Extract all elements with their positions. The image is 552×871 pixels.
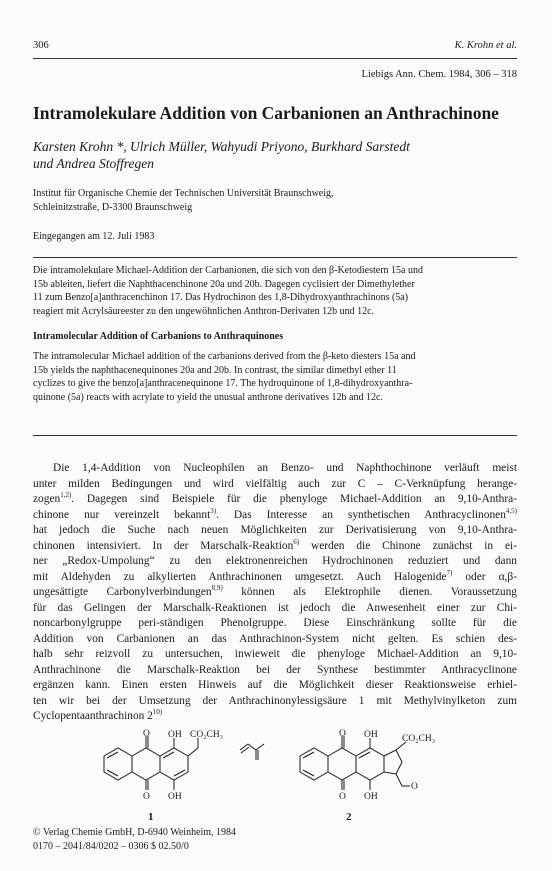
abstract-en-line: The intramolecular Michael addition of the carbanions derived from the β-keto diesters 15a and	[33, 351, 416, 362]
article-code: 0170 – 2041/84/0202 – 0306 $ 02.50/0	[33, 841, 189, 852]
compound-1-label: 1	[148, 811, 154, 823]
body-line: hat jedoch die Suche nach neuen Möglichkeiten zur Derivatisierung von 9,10-Anthra-	[33, 524, 517, 536]
body-line: Die 1,4-Addition von Nucleophilen an Benzo- und Naphthochinone verläuft meist	[53, 462, 517, 474]
compound-1-structure	[104, 736, 198, 790]
citation: 8,9)	[211, 584, 223, 593]
compound-2-label: 2	[346, 811, 352, 823]
body-line: zogen$^{1,2)}$. Dagegen sind Beispiele für die phenyloge Michael-Addition an 9,10-Anthra-	[33, 491, 517, 505]
abstract-de-line: reagiert mit Acrylsäureester zu den ungewöhnlichen Anthron-Derivaten 12b und 12c.	[33, 305, 375, 317]
citation: 7)	[446, 568, 453, 577]
compound-2-structure	[300, 736, 410, 790]
abstract-top-rule	[33, 257, 517, 258]
body-line: chinonen intensiviert. In der Marschalk-Reaktion$^{6)}$ werden die Chinone zunächst in ei-	[33, 537, 517, 552]
body-line: Addition von Carbanionen an das Anthrachinon-System nicht gelten. Es schien des-	[33, 632, 517, 645]
s2-oxo-top: O	[339, 729, 346, 739]
abstract-en-line: cyclizes to give the benzo[a]anthracenequinone 17. The hydroquinone of 1,8-dihydroxyanthra-	[33, 378, 413, 390]
affiliation-line-2: Schleinitzstraße, D-3300 Braunschweig	[33, 202, 193, 213]
s2-hydroxy-bottom: OH	[364, 792, 378, 802]
body-line: noncarbonylgruppe peri-ständigen Phenolgruppe. Diese Einschränkung sollte für die	[33, 617, 517, 629]
body-line: mit Aldehyden zu alkylierten Anthrachinonen umgesetzt. Auch Halogenide$^{7)}$ oder α,β-	[33, 568, 517, 583]
body-line: Cyclopentaanthrachinon 2$^{10)}$	[33, 708, 163, 722]
s1-oxo-bottom: O	[143, 792, 150, 802]
s1-hydroxy: OH	[168, 730, 182, 740]
abstract-english	[33, 350, 517, 404]
body-line: ten wir bei der Umsetzung der Anthrachinonylessigsäure 1 mit Methylvinylketon zum	[33, 694, 517, 707]
page-number: 306	[33, 40, 49, 51]
s2-hydroxy: OH	[364, 730, 378, 740]
authors-line-2: und Andrea Stoffregen	[33, 156, 154, 171]
body-line: für das Gelingen der Marschalk-Reaktionen ist jedoch die Anwesenheit einer zur Chi-	[33, 601, 517, 614]
running-author: K. Krohn et al.	[454, 40, 517, 51]
citation: 3)	[210, 506, 217, 515]
abstract-de-line: 11 zum Benzo[a]anthracenchinon 17. Das Hydrochinon des 1,8-Dihydroxyanthrachinons (5a)	[33, 292, 409, 304]
authors-line-1: Karsten Krohn *, Ulrich Müller, Wahyudi Priyono, Burkhard Sarstedt	[33, 139, 410, 154]
author-list	[33, 138, 517, 172]
s1-oxo-top: O	[143, 729, 150, 739]
body-line: unter milden Bedingungen und wird vielfältig auch zur C – C-Verknüpfung herange-	[33, 477, 517, 490]
s1-ester: CO₂CH₃	[190, 730, 224, 740]
abstract-de-line: 15b ableiten, liefert die Naphthacenchinone 20a und 20b. Dagegen cyclisiert der Dimethylether	[33, 278, 415, 290]
citation: 1,2)	[60, 491, 72, 500]
body-line: chinone nur vereinzelt bekannt$^{3)}$. Das Interesse an synthetischen Anthracyclinonen$^{4,5)}$	[33, 506, 517, 521]
body-line: ner „Redox-Umpolung“ zu den elektronenreichen Hydrochinonen reduziert und dann	[33, 555, 517, 567]
reaction-scheme	[90, 728, 480, 824]
s2-ester: CO₂CH₃	[402, 734, 436, 744]
methyl-vinyl-ketone	[240, 744, 264, 760]
abstract-en-line: 15b yields the naphthacenequinones 20a and 20b. In contrast, the similar dimethyl ether 11	[33, 364, 397, 376]
journal-reference: Liebigs Ann. Chem. 1984, 306 – 318	[361, 69, 517, 80]
received-date: Eingegangen am 12. Juli 1983	[33, 231, 155, 242]
s2-ketone-oxygen: O	[411, 782, 418, 792]
abstract-en-line: quinone (5a) reacts with acrylate to yield the unusual anthrone derivatives 12b and 12c.	[33, 391, 383, 403]
abstract-de-line: Die intramolekulare Michael-Addition der Carbanionen, die sich von den β-Ketodiestern 15a und	[33, 265, 423, 276]
body-line: Anthrachinone die Marschalk-Reaktion bei der Synthese bestimmter Anthracyclinone	[33, 663, 517, 676]
citation: 4,5)	[505, 506, 517, 515]
body-line: ergänzen kann. Einen ersten Hinweis auf die Möglichkeit dieser Reaktionsweise erhiel-	[33, 679, 517, 691]
s2-oxo-bottom: O	[339, 792, 346, 802]
body-text	[33, 461, 517, 725]
affiliation-line-1: Institut für Organische Chemie der Technischen Universität Braunschweig,	[33, 188, 334, 199]
affiliation	[33, 187, 517, 215]
citation: 6)	[293, 537, 300, 546]
body-line: ungesättigte Carbonylverbindungen$^{8,9)}$ können als Elektrophile dienen. Voraussetzung	[33, 584, 517, 598]
abstract-bottom-rule	[33, 435, 517, 436]
english-title: Intramolecular Addition of Carbanions to Anthraquinones	[33, 331, 284, 342]
body-line: halb sehr reizvoll zu untersuchen, inwieweit die phenyloge Michael-Addition an 9,10-	[33, 648, 517, 660]
header-rule	[33, 58, 517, 59]
copyright-notice: © Verlag Chemie GmbH, D-6940 Weinheim, 1984	[33, 827, 237, 838]
citation: 10)	[152, 708, 163, 717]
s1-hydroxy-bottom: OH	[168, 792, 182, 802]
article-title: Intramolekulare Addition von Carbanionen an Anthrachinone	[33, 103, 499, 123]
abstract-german	[33, 264, 517, 318]
